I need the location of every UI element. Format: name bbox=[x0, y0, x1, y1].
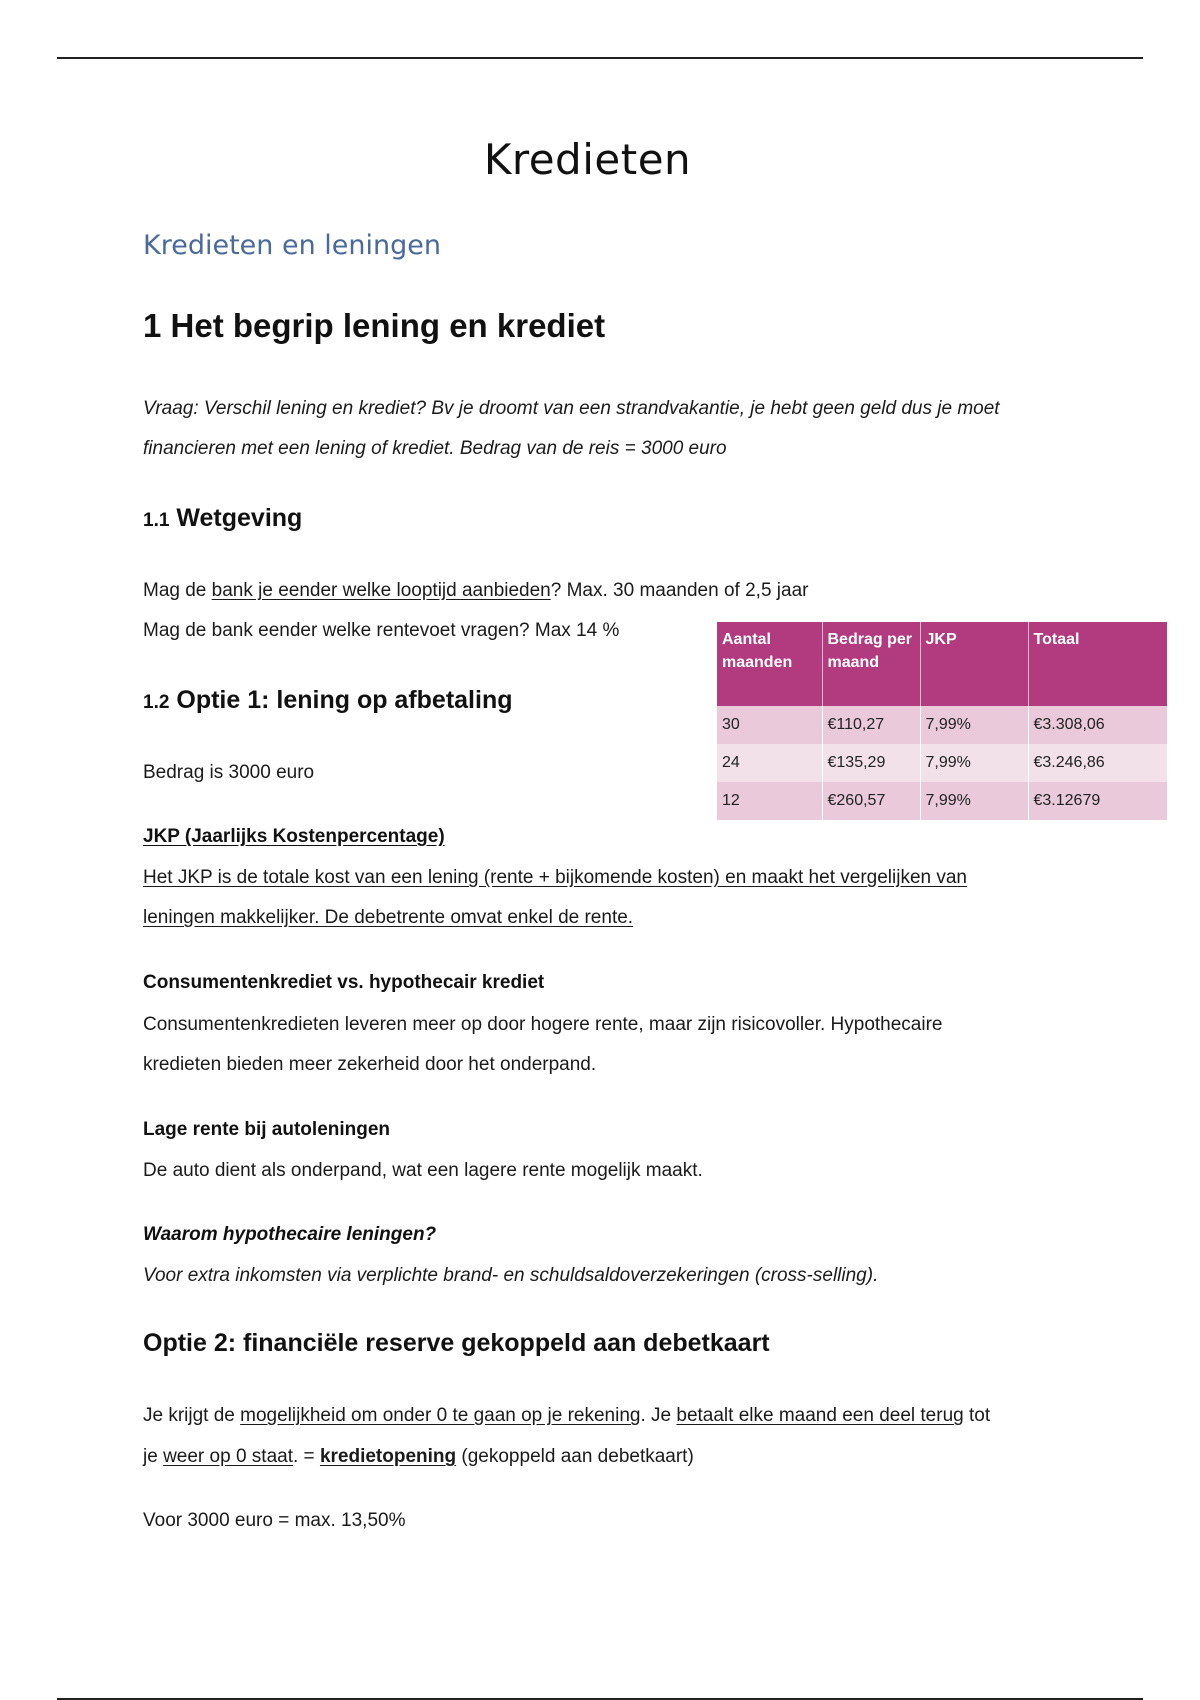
text: Je krijgt de bbox=[143, 1405, 241, 1426]
section-title: Optie 1: lening op afbetaling bbox=[176, 686, 513, 714]
mortgage-heading: Waarom hypothecaire leningen? bbox=[143, 1224, 437, 1245]
loan-table bbox=[717, 622, 1167, 820]
top-rule bbox=[57, 57, 1143, 59]
table-cell: 7,99% bbox=[920, 706, 1028, 744]
table-cell: €135,29 bbox=[822, 744, 920, 782]
consumer-credit-line-2: kredieten bieden meer zekerheid door het onderpand. bbox=[143, 1054, 597, 1075]
table-cell: €3.308,06 bbox=[1028, 706, 1167, 744]
consumer-credit-heading: Consumentenkrediet vs. hypothecair krediet bbox=[143, 972, 545, 993]
table-row bbox=[717, 782, 1167, 820]
text: (gekoppeld aan debetkaart) bbox=[456, 1446, 694, 1467]
section-1-2-heading bbox=[143, 686, 513, 715]
text: . Je bbox=[640, 1405, 677, 1426]
underlined-text: bank je eender welke looptijd aanbieden bbox=[211, 580, 551, 601]
section-title: Wetgeving bbox=[176, 504, 303, 532]
table-cell: 30 bbox=[717, 706, 822, 744]
table-cell: 12 bbox=[717, 782, 822, 820]
table-row bbox=[717, 744, 1167, 782]
auto-loan-text: De auto dient als onderpand, wat een lagere rente mogelijk maakt. bbox=[143, 1160, 703, 1181]
table-cell: 24 bbox=[717, 744, 822, 782]
law-question-1 bbox=[143, 580, 808, 602]
jkp-heading: JKP (Jaarlijks Kostenpercentage) bbox=[143, 826, 445, 847]
max-rate-text: Voor 3000 euro = max. 13,50% bbox=[143, 1510, 406, 1531]
section-number: 1.1 bbox=[143, 510, 170, 531]
table-cell: €3.246,86 bbox=[1028, 744, 1167, 782]
question-line-2: financieren met een lening of krediet. Bedrag van de reis = 3000 euro bbox=[143, 438, 727, 459]
table-cell: €3.12679 bbox=[1028, 782, 1167, 820]
table-cell: 7,99% bbox=[920, 782, 1028, 820]
text: ? Max. 30 maanden of 2,5 jaar bbox=[550, 580, 809, 601]
option-2-heading: Optie 2: financiële reserve gekoppeld aan debetkaart bbox=[143, 1329, 770, 1357]
section-1-heading: 1 Het begrip lening en krediet bbox=[143, 307, 606, 344]
law-question-2: Mag de bank eender welke rentevoet vragen? Max 14 % bbox=[143, 620, 620, 641]
question-line-1: Vraag: Verschil lening en krediet? Bv je droomt van een strandvakantie, je hebt geen geld dus je moet bbox=[143, 398, 1000, 419]
underlined-text: weer op 0 staat bbox=[163, 1446, 293, 1467]
table-cell: €260,57 bbox=[822, 782, 920, 820]
table-header: JKP bbox=[920, 622, 1028, 706]
underlined-text: mogelijkheid om onder 0 te gaan op je rekening bbox=[240, 1405, 641, 1426]
auto-loan-heading: Lage rente bij autoleningen bbox=[143, 1119, 391, 1140]
text: . = bbox=[293, 1446, 320, 1467]
text: Mag de bbox=[143, 580, 212, 601]
bold-underlined-text: kredietopening bbox=[319, 1446, 457, 1467]
table-cell: €110,27 bbox=[822, 706, 920, 744]
loan-amount: Bedrag is 3000 euro bbox=[143, 762, 315, 783]
jkp-line-1: Het JKP is de totale kost van een lening (rente + bijkomende kosten) en maakt het vergelijken van bbox=[143, 867, 967, 888]
jkp-line-2: leningen makkelijker. De debetrente omvat enkel de rente. bbox=[143, 907, 634, 928]
text: tot bbox=[963, 1405, 991, 1426]
table-row bbox=[717, 706, 1167, 744]
table-header-row bbox=[717, 622, 1167, 706]
document-subtitle: Kredieten en leningen bbox=[143, 230, 441, 261]
document-title: Kredieten bbox=[483, 135, 692, 184]
option-2-line-1 bbox=[143, 1405, 990, 1427]
table-cell: 7,99% bbox=[920, 744, 1028, 782]
text: je bbox=[143, 1446, 164, 1467]
consumer-credit-line-1: Consumentenkredieten leveren meer op door hogere rente, maar zijn risicovoller. Hypothecaire bbox=[143, 1014, 943, 1035]
mortgage-text: Voor extra inkomsten via verplichte brand- en schuldsaldoverzekeringen (cross-selling). bbox=[143, 1265, 879, 1286]
underlined-text: betaalt elke maand een deel terug bbox=[676, 1405, 964, 1426]
table-header: Bedrag per maand bbox=[822, 622, 920, 706]
table-header: Aantal maanden bbox=[717, 622, 822, 706]
table-header: Totaal bbox=[1028, 622, 1167, 706]
option-2-line-2 bbox=[143, 1446, 694, 1468]
section-1-1-heading bbox=[143, 504, 302, 533]
section-number: 1.2 bbox=[143, 692, 170, 713]
